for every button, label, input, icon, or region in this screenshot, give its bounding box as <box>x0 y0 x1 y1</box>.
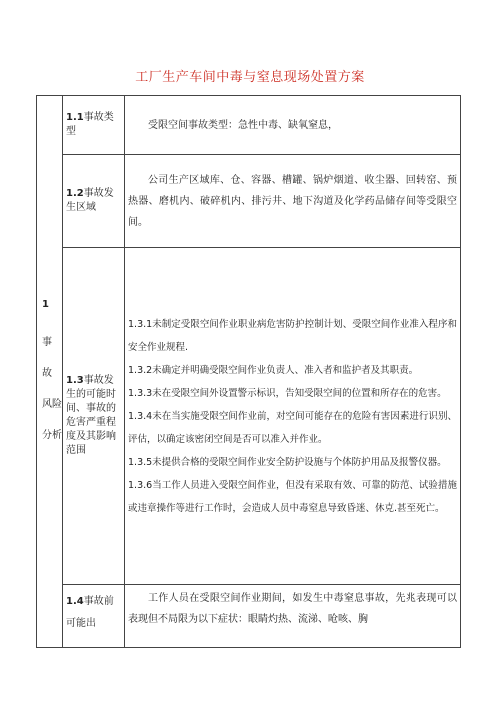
section-char: 风险 <box>42 398 62 410</box>
disposal-plan-table <box>36 95 461 648</box>
table-row <box>37 155 461 248</box>
label-number: 1.4 <box>66 596 84 607</box>
label-text: 事故发生的可能时间、事故的危害严重程度及其影响范围 <box>66 375 116 456</box>
content-text: 公司生产区域库、仓、容器、槽罐、锅炉烟道、收尘器、回转窑、预热器、磨机内、破碎机内、排污井、地下沟道及化学药品储存间等受限空间。 <box>128 174 457 228</box>
row-content-1-2 <box>125 155 461 248</box>
list-item: 1.3.5未提供合格的受限空间作业安全防护设施与个体防护用品及报警仪器。 <box>128 456 447 468</box>
row-label-1-1 <box>63 96 125 155</box>
row-content-1-4 <box>125 585 461 648</box>
section-char: 事 <box>42 336 52 348</box>
label-text: 事故类型 <box>66 112 114 137</box>
section-number: 1 <box>42 298 49 310</box>
label-number: 1.3 <box>66 375 84 386</box>
row-label-1-4 <box>63 585 125 648</box>
list-item: 1.3.4未在当实施受限空间作业前，对空间可能存在的危险有害因素进行识别、评估，以确定该密闭空间是否可以准入并作业。 <box>128 410 457 445</box>
table-row <box>37 96 461 155</box>
content-text: 工作人员在受限空间作业期间，如发生中毒窒息事故，先兆表现可以表现但不局限为以下症状：眼睛灼热、流涕、呛咳、胸 <box>128 593 457 625</box>
list-item: 1.3.3未在受限空间外设置警示标识，告知受限空间的位置和所存在的危害。 <box>128 387 447 399</box>
document-title: 工厂生产车间中毒与窒息现场处置方案 <box>135 70 365 85</box>
section-char: 故 <box>42 367 52 379</box>
label-number: 1.2 <box>66 188 84 199</box>
section-header-cell <box>37 96 63 648</box>
table-row <box>37 248 461 585</box>
table-row <box>37 585 461 648</box>
list-item: 1.3.2未确定并明确受限空间作业负责人、准入者和监护者及其职责。 <box>128 364 419 376</box>
row-label-1-3 <box>63 248 125 585</box>
label-text: 事故前可能出 <box>66 596 114 629</box>
label-text: 事故发生区域 <box>66 188 114 213</box>
label-number: 1.1 <box>66 112 84 123</box>
list-item: 1.3.1未制定受限空间作业职业病危害防护控制计划、受限空间作业准入程序和安全作业规程. <box>128 318 457 353</box>
list-item: 1.3.6当工作人员进入受限空间作业，但没有采取有效、可靠的防范、试验措施或违章操作等进行工作时，会造成人员中毒窒息导致昏迷、休克.甚至死亡。 <box>128 479 457 514</box>
section-char: 分析 <box>42 429 62 441</box>
row-content-1-3 <box>125 248 461 585</box>
row-content-1-1 <box>125 96 461 155</box>
row-label-1-2 <box>63 155 125 248</box>
content-text: 受限空间事故类型：急性中毒、缺氧窒息， <box>148 119 338 131</box>
